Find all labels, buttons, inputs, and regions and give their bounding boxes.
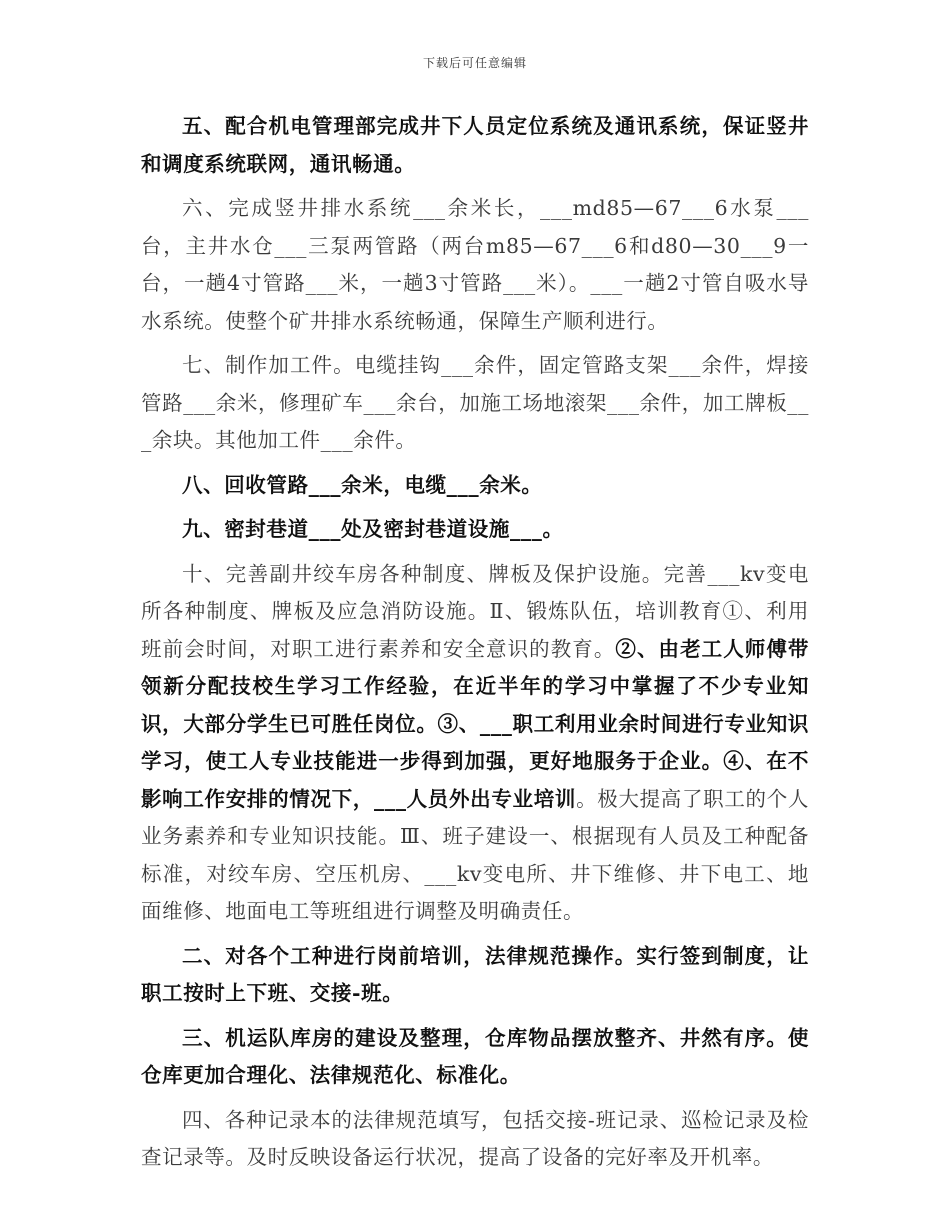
paragraph-13: 四、各种记录本的法律规范填写，包括交接-班记录、巡检记录及检查记录等。及时反映设备运行状况，提高了设备的完好率及开机率。 <box>141 1107 809 1169</box>
paragraph-12: 三、机运队库房的建设及整理，仓库物品摆放整齐、井然有序。使仓库更加合理化、法律规范化、标准化。 <box>141 1025 809 1087</box>
paragraph-7: 七、制作加工件。电缆挂钩___余件，固定管路支架___余件，焊接管路___余米，修理矿车___余台，加施工场地滚架___余件，加工牌板___余块。其他加工件___余件。 <box>141 353 809 452</box>
paragraph-6: 六、完成竖井排水系统___余米长，___md85—67___6水泵___台，主井水仓___三泵两管路（两台m85—67___6和d80—30___9一台，一趟4寸管路___米，一趟3寸管路___米）。___一趟2寸管自吸水导水系统。使整个矿井排水系统畅通，保障生产顺利进行。 <box>141 196 809 333</box>
paragraph-10-part3: 。极大提高了职工的个人业务素养和专业知识技能。Ⅲ、班子建设一、根据现有人员及工种配备标准，对绞车房、空压机房、___kv变电所、井下维修、井下电工、地面维修、地面电工等班组进行调整及明确责任。 <box>141 786 809 923</box>
paragraph-10 <box>141 556 809 931</box>
page-header: 下载后可任意编辑 <box>422 56 527 70</box>
paragraph-9: 九、密封巷道___处及密封巷道设施___。 <box>182 517 564 541</box>
paragraph-11: 二、对各个工种进行岗前培训，法律规范操作。实行签到制度，让职工按时上下班、交接-班。 <box>141 943 809 1005</box>
document-body <box>141 108 809 1184</box>
paragraph-10-part1: 十、完善副井绞车房各种制度、牌板及保护设施。完善___kv变电所各种制度、牌板及应急消防设施。Ⅱ、锻炼队伍，培训教育①、利用班前会时间，对职工进行素养和安全意识的教育。 <box>141 561 809 661</box>
paragraph-10-part2: ②、由老工人师傅带领新分配技校生学习工作经验，在近半年的学习中掌握了不少专业知识，大部分学生已可胜任岗位。③、___职工利用业余时间进行专业知识学习，使工人专业技能进一步得到加强，更好地服务于企业。④、在不影响工作安排的情况下，___人员外出专业培训 <box>141 636 809 811</box>
paragraph-5: 五、配合机电管理部完成井下人员定位系统及通讯系统，保证竖井和调度系统联网，通讯畅通。 <box>141 114 809 176</box>
paragraph-8: 八、回收管路___余米，电缆___余米。 <box>182 472 543 497</box>
